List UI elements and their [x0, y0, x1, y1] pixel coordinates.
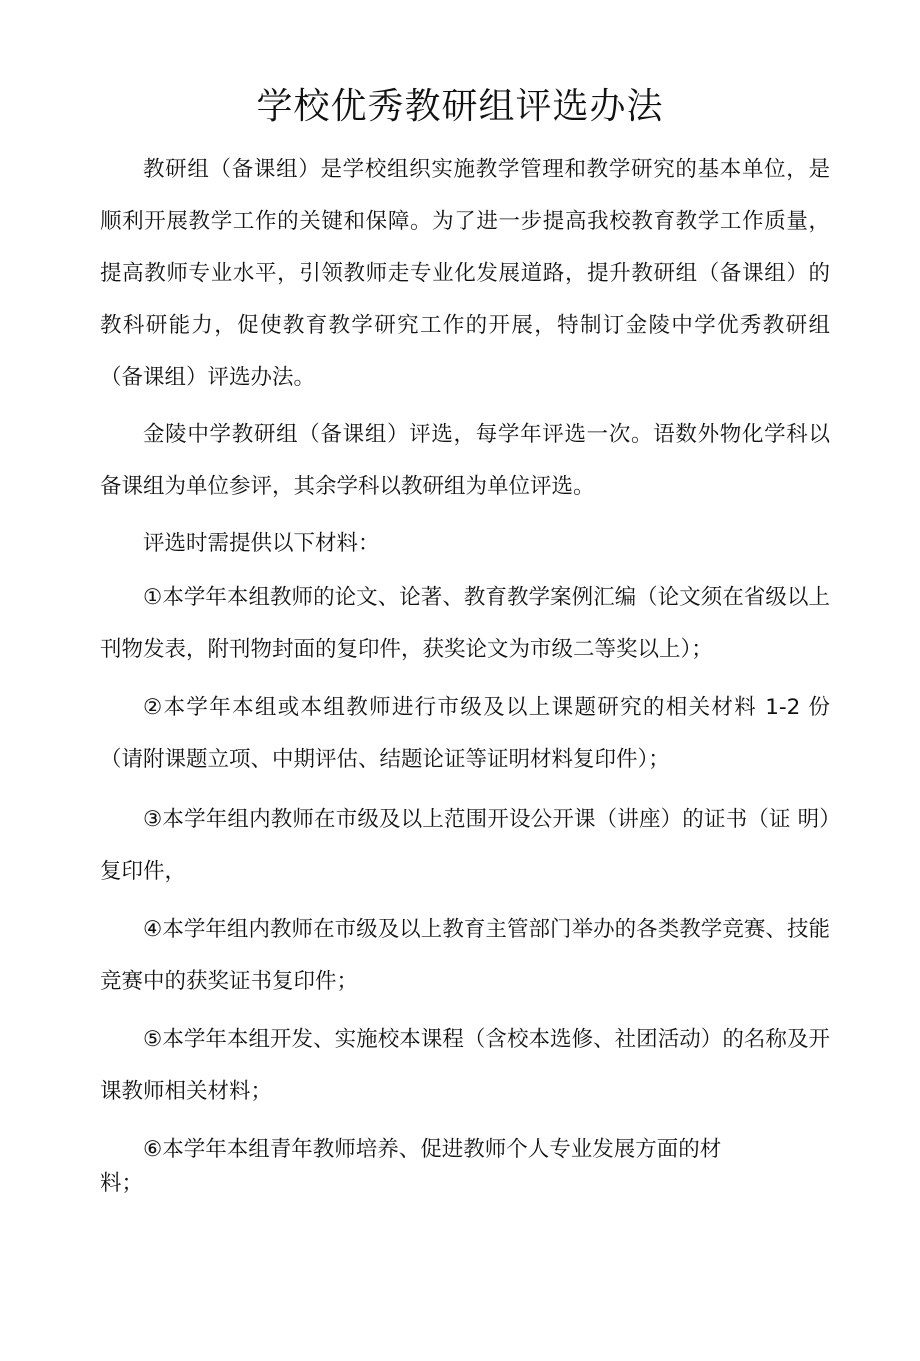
paragraph-material-4: ④本学年组内教师在市级及以上教育主管部门举办的各类教学竞赛、技能竞赛中的获奖证书复印件； — [100, 917, 830, 994]
paragraph-material-6: ⑥本学年本组青年教师培养、促进教师个人专业发展方面的材 — [143, 1137, 722, 1162]
paragraph-material-2: ②本学年本组或本组教师进行市级及以上课题研究的相关材料 1-2 份（请附课题立项、中期评估、结题论证等证明材料复印件）； — [100, 695, 830, 772]
paragraph-material-1: ①本学年本组教师的论文、论著、教育教学案例汇编（论文须在省级以上刊物发表，附刊物封面的复印件，获奖论文为市级二等奖以上）； — [100, 585, 830, 662]
paragraph-intro: 教研组（备课组）是学校组织实施教学管理和教学研究的基本单位，是顺利开展教学工作的关键和保障。为了进一步提高我校教育教学工作质量，提高教师专业水平，引领教师走专业化发展道路，提升教研组（备课组）的教科研能力，促使教育教学研究工作的开展，特制订金陵中学优秀教研组（备课组）评选办法。 — [100, 157, 830, 390]
paragraph-evaluation-frequency: 金陵中学教研组（备课组）评选，每学年评选一次。语数外物化学科以备课组为单位参评，其余学科以教研组为单位评选。 — [100, 422, 830, 499]
document-title: 学校优秀教研组评选办法 — [256, 86, 664, 127]
paragraph-material-5: ⑤本学年本组开发、实施校本课程（含校本选修、社团活动）的名称及开课教师相关材料； — [100, 1027, 830, 1104]
paragraph-material-6-tail: 料； — [100, 1171, 144, 1196]
paragraph-materials-heading: 评选时需提供以下材料： — [143, 531, 380, 556]
paragraph-material-3: ③本学年组内教师在市级及以上范围开设公开课（讲座）的证书（证 明）复印件， — [100, 807, 830, 884]
